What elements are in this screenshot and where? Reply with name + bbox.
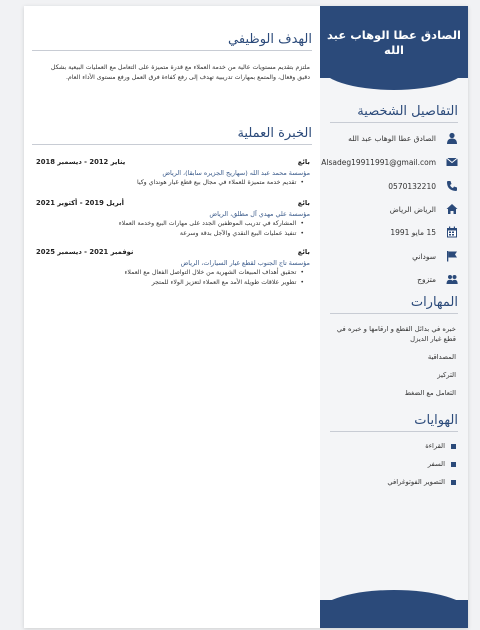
skills-title: المهارات	[330, 295, 458, 314]
personal-nationality-value: سوداني	[412, 251, 436, 261]
job-duty: • المشاركة في تدريب الموظفين الجدد على مهارات البيع وخدمة العملاء	[119, 220, 304, 227]
hobby-bullet-icon	[451, 480, 456, 485]
personal-phone-value: 0570132210	[388, 181, 436, 191]
job-date: نوفمبر 2021 - ديسمبر 2025	[36, 248, 134, 256]
job-company: مؤسسة علي مهدي آل مطلق، الرياض	[209, 210, 310, 218]
job-title: بائع	[297, 158, 310, 166]
resume-page	[24, 6, 468, 628]
sidebar-header	[320, 6, 468, 78]
job-duty: • تنفيذ عمليات البيع النقدي والآجل بدقة وسرعة	[180, 230, 304, 237]
sidebar-footer	[320, 600, 468, 628]
personal-row-marital	[326, 272, 458, 286]
hobbies-title: الهوايات	[330, 413, 458, 432]
hobby-bullet-icon	[451, 444, 456, 449]
skill-item: التركيز	[437, 371, 456, 379]
personal-name-value: الصادق عطا الوهاب عبد الله	[348, 133, 436, 143]
hobby-label: القراءة	[425, 442, 445, 450]
personal-address-value: الرياض الرياض	[389, 204, 436, 214]
job-duty: • تطوير علاقات طويلة الأمد مع العملاء لتعزيز الولاء للمتجر	[152, 279, 304, 286]
job-date: أبريل 2019 - أكتوبر 2021	[36, 199, 124, 207]
job-company: مؤسسة تاج الجنوب لقطع غيار السيارات، الرياض	[180, 259, 310, 267]
job-title: بائع	[297, 248, 310, 256]
full-name: الصادق عطا الوهاب عبد الله	[327, 28, 461, 57]
skill-item: التعامل مع الضغط	[404, 389, 456, 397]
hobby-bullet-icon	[451, 462, 456, 467]
hobby-item	[328, 478, 456, 486]
personal-row-birthdate	[326, 225, 458, 239]
user-icon	[446, 132, 458, 144]
personal-row-nationality	[326, 249, 458, 263]
personal-row-phone	[326, 179, 458, 193]
personal-row-email	[321, 155, 458, 169]
job-duty: • تحقيق أهداف المبيعات الشهرية من خلال التواصل الفعال مع العملاء	[125, 269, 304, 276]
hobby-item	[328, 442, 456, 450]
personal-marital-value: متزوج	[417, 274, 436, 284]
personal-details-title: التفاصيل الشخصية	[330, 104, 458, 123]
job-date: يناير 2012 - ديسمبر 2018	[36, 158, 126, 166]
objective-title: الهدف الوظيفي	[32, 32, 312, 51]
main-content	[24, 6, 320, 628]
personal-email-value[interactable]: Alsadeg19911991@gmail.com	[321, 157, 436, 167]
skill-item: المصداقية	[427, 353, 456, 361]
job-duty: • تقديم خدمة متميزة للعملاء في مجال بيع قطع غيار هونداي وكيا	[137, 179, 304, 186]
flag-icon	[446, 250, 458, 262]
hobby-label: السفر	[427, 460, 445, 468]
objective-text: ملتزم بتقديم مستويات عالية من خدمة العملاء مع قدرة متميزة على التعامل مع العمليات البيعية بشكل دقيق وفعال، والمتمع بمهارات تدريبية تهدف إلى رفع كفاءة فرق العمل ورفع مستوى الأداء العام.	[50, 64, 310, 81]
personal-row-address	[326, 202, 458, 216]
hobby-item	[328, 460, 456, 468]
users-icon	[446, 273, 458, 285]
hobby-label: التصوير الفوتوغرافي	[387, 478, 445, 486]
job-title: بائع	[297, 199, 310, 207]
envelope-icon	[446, 156, 458, 168]
home-icon	[446, 203, 458, 215]
personal-row-name	[326, 131, 458, 145]
personal-birthdate-value: 15 مايو 1991	[390, 227, 436, 237]
calendar-icon	[446, 226, 458, 238]
sidebar	[320, 6, 468, 628]
job-company: مؤسسة محمد عبد الله (سهاريج الجزيره سابقا)، الرياض	[162, 169, 310, 177]
experience-title: الخبرة العملية	[32, 126, 312, 145]
phone-icon	[446, 180, 458, 192]
skill-item: خبره في بدائل القطع و ارقامها و خبره في قطع غيار الديزل	[336, 325, 456, 343]
